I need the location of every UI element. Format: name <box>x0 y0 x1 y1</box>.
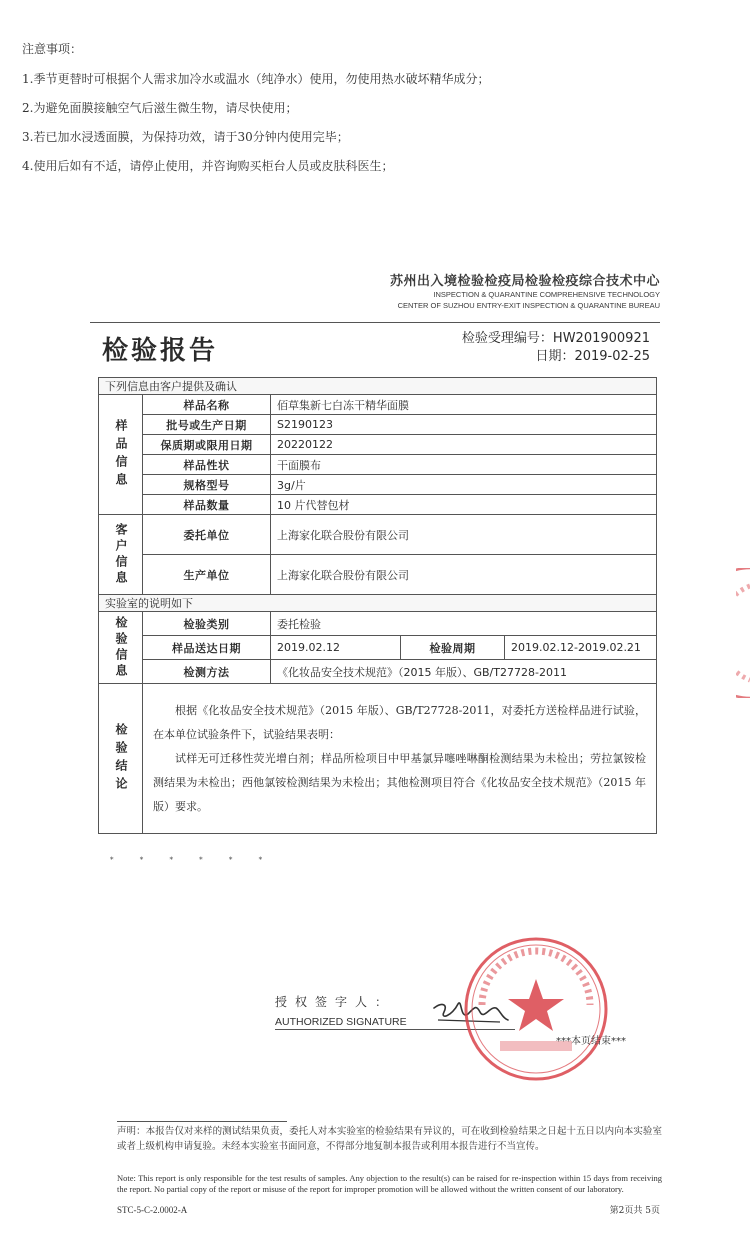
official-seal <box>462 935 610 1083</box>
organization-name-en-line1: INSPECTION & QUARANTINE COMPREHENSIVE TECHNOLOGY <box>433 290 660 299</box>
inspection-period-value: 2019.02.12-2019.02.21 <box>505 636 657 660</box>
conclusion-row <box>99 684 657 834</box>
note-item-4: 4.使用后如有不适，请停止使用，并咨询购买柜台人员或皮肤科医生； <box>22 159 394 173</box>
header-divider <box>90 322 660 323</box>
inspection-row <box>99 660 657 684</box>
notes-title: 注意事项： <box>22 42 83 56</box>
sample-name-value: 佰草集新七白冻干精华面膜 <box>271 395 657 415</box>
page-number: 第2页共 5页 <box>609 1206 660 1216</box>
conclusion-text <box>143 684 657 834</box>
expiry-label: 保质期或限用日期 <box>143 435 271 455</box>
inspection-row <box>99 636 657 660</box>
appearance-label: 样品性状 <box>143 455 271 475</box>
partial-edge-seal <box>736 568 750 698</box>
entrusting-party-label: 委托单位 <box>143 515 271 555</box>
end-stars: * * * * * * <box>110 856 275 864</box>
inspection-type-label: 检验类别 <box>143 612 271 636</box>
report-date: 日期：2019-02-25 <box>535 349 650 364</box>
sample-section-label: 样品信息 <box>99 395 143 515</box>
inspection-row <box>99 612 657 636</box>
organization-header <box>340 270 660 311</box>
sample-row <box>99 455 657 475</box>
sample-row <box>99 415 657 435</box>
delivery-date-label: 样品送达日期 <box>143 636 271 660</box>
disclaimer-en: Note: This report is only responsible for the test results of samples. Any objection to the result(s) can be raised for re-inspection within 15 days from receiving the report. No partial copy of the report or misuse of the report for improper promotion will be allowed without the written consent of our laboratory. <box>117 1173 662 1194</box>
appearance-value: 干面膜布 <box>271 455 657 475</box>
quantity-label: 样品数量 <box>143 495 271 515</box>
disclaimer-cn: 声明：本报告仅对来样的测试结果负责，委托人对本实验室的检验结果有异议的，可在收到检验结果之日起十五日以内向本实验室或者上级机构申请复验。未经本实验室书面同意，不得部分地复制本报告或利用本报告进行不当宣传。 <box>117 1126 662 1152</box>
quantity-value: 10 片代替包材 <box>271 495 657 515</box>
report-title: 检验报告 <box>102 336 219 366</box>
conclusion-paragraph-2: 试样无可迁移性荧光增白剂；样品所检项目中甲基氯异噻唑啉酮检测结果为未检出；劳拉氯铵检测结果为未检出；西他氯铵检测结果为未检出；其他检测项目符合《化妆品安全技术规范》（2015 年版）要求。 <box>153 751 646 813</box>
client-provided-text: 下列信息由客户提供及确认 <box>99 378 657 395</box>
report-meta <box>462 330 650 366</box>
spec-label: 规格型号 <box>143 475 271 495</box>
inspection-type-value: 委托检验 <box>271 612 657 636</box>
batch-value: S2190123 <box>271 415 657 435</box>
note-item-3: 3.若已加水浸透面膜，为保持功效，请于30分钟内使用完毕； <box>22 130 349 144</box>
spec-value: 3g/片 <box>271 475 657 495</box>
footer-divider <box>117 1121 287 1122</box>
delivery-date-value: 2019.02.12 <box>271 636 401 660</box>
lab-notes-text: 实验室的说明如下 <box>99 595 657 612</box>
accept-number: 检验受理编号：HW201900921 <box>461 331 650 346</box>
sample-name-label: 样品名称 <box>143 395 271 415</box>
batch-label: 批号或生产日期 <box>143 415 271 435</box>
sample-row <box>99 435 657 455</box>
inspection-period-label: 检验周期 <box>401 636 505 660</box>
expiry-value: 20220122 <box>271 435 657 455</box>
sample-row <box>99 495 657 515</box>
test-method-label: 检测方法 <box>143 660 271 684</box>
conclusion-section-label: 检验结论 <box>99 684 143 834</box>
page-end-mark: ***本页结束*** <box>556 1036 626 1047</box>
client-row <box>99 515 657 555</box>
manufacturer-value: 上海家化联合股份有限公司 <box>271 555 657 595</box>
authorized-signature-label-cn: 授权签字人： <box>275 995 396 1009</box>
authorized-signature-label-en: AUTHORIZED SIGNATURE <box>275 1016 407 1028</box>
client-row <box>99 555 657 595</box>
sample-row <box>99 395 657 415</box>
lab-notes-banner <box>99 595 657 612</box>
sample-row <box>99 475 657 495</box>
conclusion-paragraph-1: 根据《化妆品安全技术规范》（2015 年版）、GB/T27728-2011，对委托方送检样品进行试验，在本单位试验条件下，试验结果表明： <box>153 703 646 741</box>
organization-name-en-line2: CENTER OF SUZHOU ENTRY-EXIT INSPECTION & QUARANTINE BUREAU <box>397 301 660 310</box>
note-item-2: 2.为避免面膜接触空气后滋生微生物，请尽快使用； <box>22 101 298 115</box>
client-section-label: 客户信息 <box>99 515 143 595</box>
manufacturer-label: 生产单位 <box>143 555 271 595</box>
form-number: STC-5-C-2.0002-A <box>117 1205 188 1215</box>
entrusting-party-value: 上海家化联合股份有限公司 <box>271 515 657 555</box>
test-method-value: 《化妆品安全技术规范》（2015 年版）、GB/T27728-2011 <box>271 660 657 684</box>
organization-name-cn: 苏州出入境检验检疫局检验检疫综合技术中心 <box>389 274 660 289</box>
usage-notes <box>22 40 732 186</box>
inspection-section-label: 检验信息 <box>99 612 143 684</box>
inspection-report-table <box>98 377 657 834</box>
client-provided-banner <box>99 378 657 395</box>
note-item-1: 1.季节更替时可根据个人需求加冷水或温水（纯净水）使用，勿使用热水破坏精华成分； <box>22 72 490 86</box>
